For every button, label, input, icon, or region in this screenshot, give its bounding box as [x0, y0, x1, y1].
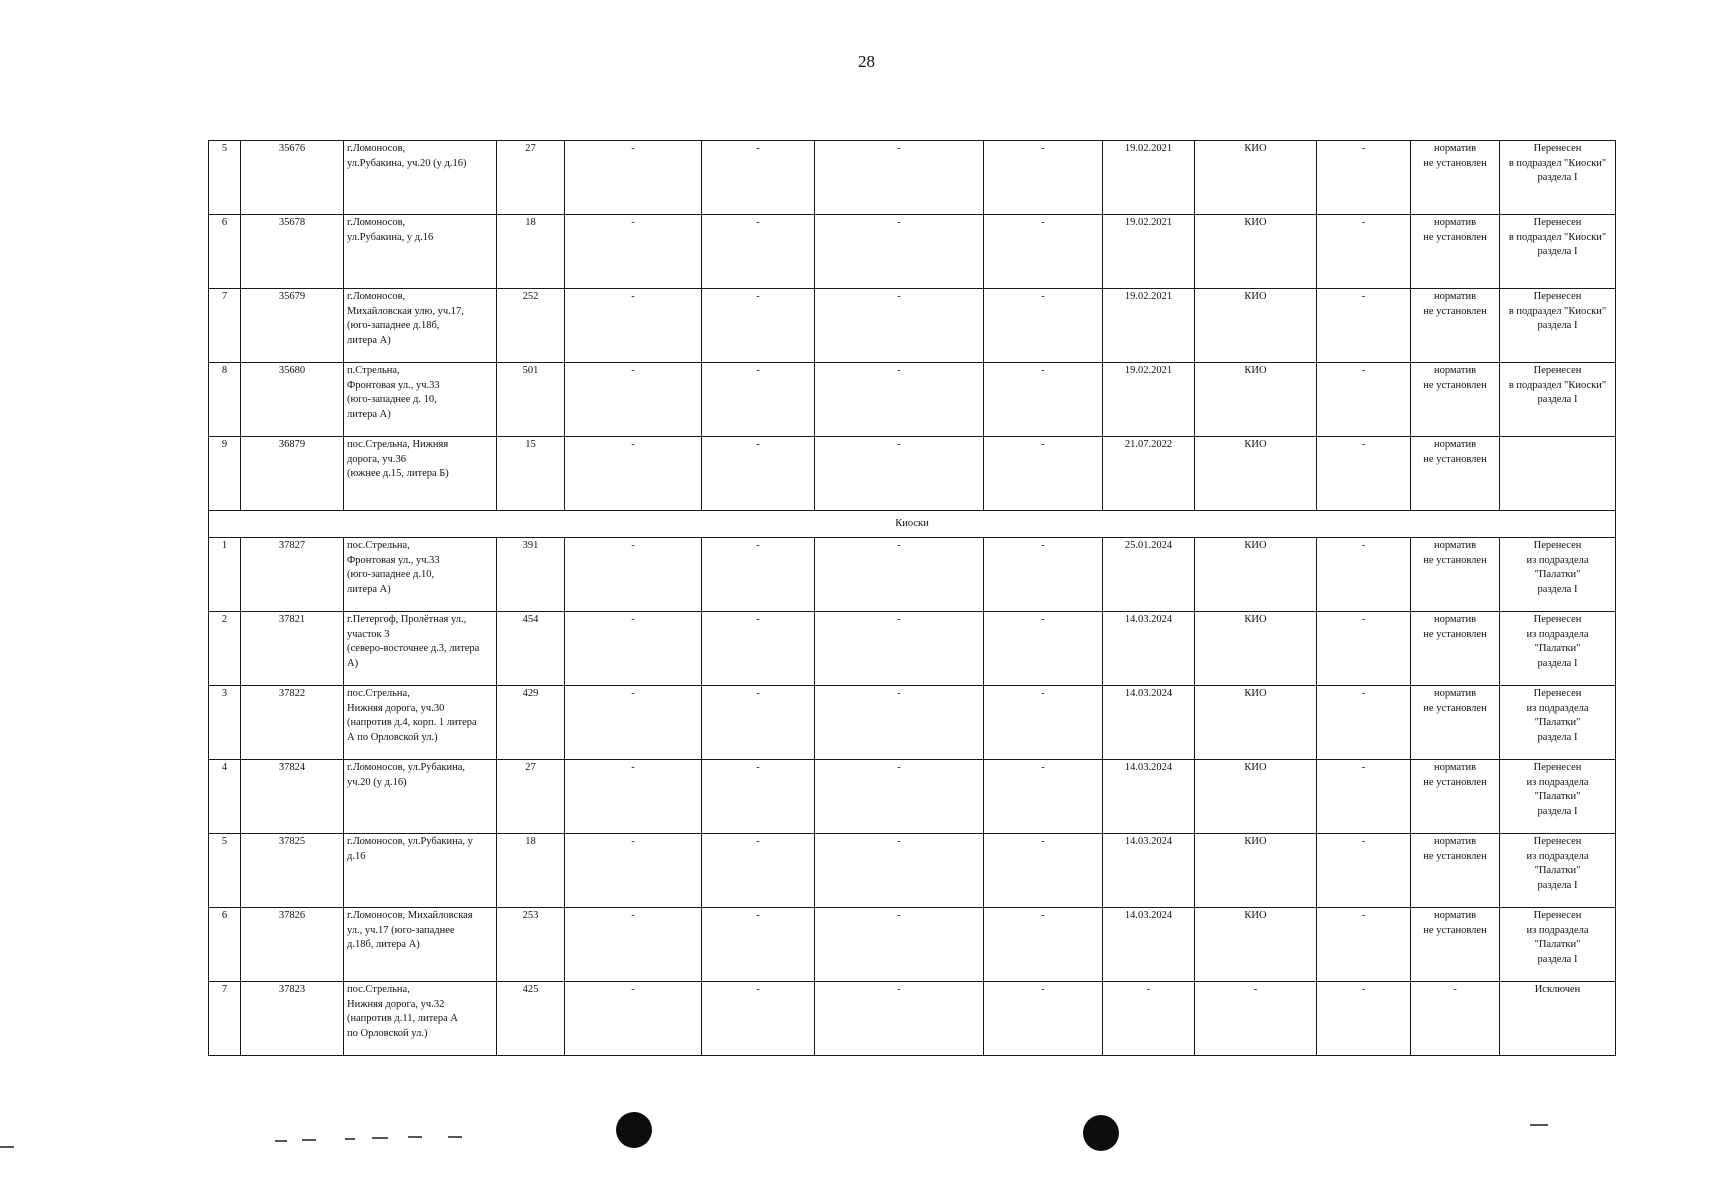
- cell-address: пос.Стрельна, Нижняя дорога, уч.36 (южнее д.15, литера Б): [344, 437, 497, 511]
- cell-c4: -: [984, 538, 1103, 612]
- cell-c4: -: [984, 289, 1103, 363]
- cell-c2: -: [702, 437, 815, 511]
- cell-c1: -: [565, 215, 702, 289]
- cell-c4: -: [984, 686, 1103, 760]
- cell-id: 37824: [241, 760, 344, 834]
- section-label-kiosks: Киоски: [209, 511, 1616, 538]
- cell-c3: -: [815, 538, 984, 612]
- cell-date: 19.02.2021: [1103, 215, 1195, 289]
- table-row: [209, 760, 1616, 834]
- cell-c3: -: [815, 760, 984, 834]
- cell-id: 37823: [241, 982, 344, 1056]
- cell-note: Исключен: [1500, 982, 1616, 1056]
- cell-date: 19.02.2021: [1103, 289, 1195, 363]
- cell-n: 6: [209, 215, 241, 289]
- cell-c2: -: [702, 141, 815, 215]
- rows-before-section: [209, 141, 1616, 511]
- cell-org: КИО: [1195, 363, 1317, 437]
- scan-mark: [0, 1146, 14, 1148]
- cell-n: 8: [209, 363, 241, 437]
- scan-mark: [1530, 1124, 1548, 1126]
- scan-mark: [408, 1136, 422, 1138]
- page-number: 28: [858, 52, 875, 71]
- cell-c3: -: [815, 141, 984, 215]
- cell-note: Перенесен из подраздела "Палатки" раздела I: [1500, 834, 1616, 908]
- cell-id: 37822: [241, 686, 344, 760]
- cell-c3: -: [815, 612, 984, 686]
- cell-n: 1: [209, 538, 241, 612]
- cell-norm: норматив не установлен: [1411, 760, 1500, 834]
- cell-c2: -: [702, 760, 815, 834]
- cell-date: 25.01.2024: [1103, 538, 1195, 612]
- cell-n: 6: [209, 908, 241, 982]
- cell-date: 14.03.2024: [1103, 612, 1195, 686]
- cell-note: Перенесен из подраздела "Палатки" раздела I: [1500, 538, 1616, 612]
- cell-c4: -: [984, 363, 1103, 437]
- cell-c2: -: [702, 289, 815, 363]
- cell-area: 18: [497, 834, 565, 908]
- cell-org: КИО: [1195, 908, 1317, 982]
- cell-c2: -: [702, 834, 815, 908]
- cell-id: 35676: [241, 141, 344, 215]
- cell-area: 27: [497, 760, 565, 834]
- cell-n: 7: [209, 289, 241, 363]
- cell-id: 37821: [241, 612, 344, 686]
- table-row: [209, 363, 1616, 437]
- cell-n: 5: [209, 141, 241, 215]
- cell-c5: -: [1317, 215, 1411, 289]
- cell-id: 35680: [241, 363, 344, 437]
- cell-c2: -: [702, 363, 815, 437]
- cell-area: 27: [497, 141, 565, 215]
- cell-address: г.Ломоносов, ул.Рубакина, у д.16: [344, 215, 497, 289]
- cell-c1: -: [565, 908, 702, 982]
- cell-c5: -: [1317, 437, 1411, 511]
- cell-org: КИО: [1195, 834, 1317, 908]
- cell-note: Перенесен в подраздел "Киоски" раздела I: [1500, 363, 1616, 437]
- cell-id: 37825: [241, 834, 344, 908]
- table-row: [209, 908, 1616, 982]
- table-row: [209, 141, 1616, 215]
- cell-c1: -: [565, 141, 702, 215]
- cell-address: пос.Стрельна, Нижняя дорога, уч.30 (напротив д.4, корп. 1 литера А по Орловской ул.): [344, 686, 497, 760]
- cell-n: 4: [209, 760, 241, 834]
- cell-c5: -: [1317, 538, 1411, 612]
- cell-norm: -: [1411, 982, 1500, 1056]
- cell-note: Перенесен в подраздел "Киоски" раздела I: [1500, 215, 1616, 289]
- cell-n: 9: [209, 437, 241, 511]
- cell-c3: -: [815, 437, 984, 511]
- register-table: [208, 140, 1616, 1056]
- cell-address: г.Ломоносов, Михайловская ул., уч.17 (юго-западнее д.18б, литера А): [344, 908, 497, 982]
- section-header: [209, 511, 1616, 538]
- cell-c2: -: [702, 215, 815, 289]
- cell-address: пос.Стрельна, Фронтовая ул., уч.33 (юго-западнее д.10, литера А): [344, 538, 497, 612]
- cell-c3: -: [815, 834, 984, 908]
- hole-punch-right: [1083, 1115, 1119, 1151]
- cell-address: г.Петергоф, Пролётная ул., участок 3 (северо-восточнее д.3, литера А): [344, 612, 497, 686]
- cell-c3: -: [815, 982, 984, 1056]
- table-row: [209, 437, 1616, 511]
- cell-note: [1500, 437, 1616, 511]
- table-row: [209, 834, 1616, 908]
- cell-c3: -: [815, 215, 984, 289]
- cell-c1: -: [565, 760, 702, 834]
- cell-area: 454: [497, 612, 565, 686]
- cell-address: пос.Стрельна, Нижняя дорога, уч.32 (напротив д.11, литера А по Орловской ул.): [344, 982, 497, 1056]
- cell-note: Перенесен из подраздела "Палатки" раздела I: [1500, 612, 1616, 686]
- cell-c1: -: [565, 612, 702, 686]
- cell-c1: -: [565, 538, 702, 612]
- cell-n: 3: [209, 686, 241, 760]
- cell-norm: норматив не установлен: [1411, 686, 1500, 760]
- scan-mark: [302, 1139, 316, 1141]
- cell-c2: -: [702, 538, 815, 612]
- cell-c5: -: [1317, 686, 1411, 760]
- cell-c4: -: [984, 141, 1103, 215]
- cell-c4: -: [984, 215, 1103, 289]
- scan-mark: [275, 1140, 287, 1142]
- cell-c4: -: [984, 437, 1103, 511]
- cell-date: 14.03.2024: [1103, 760, 1195, 834]
- cell-org: КИО: [1195, 612, 1317, 686]
- cell-c3: -: [815, 363, 984, 437]
- cell-date: 21.07.2022: [1103, 437, 1195, 511]
- cell-c5: -: [1317, 834, 1411, 908]
- cell-org: КИО: [1195, 538, 1317, 612]
- cell-area: 501: [497, 363, 565, 437]
- cell-area: 252: [497, 289, 565, 363]
- cell-c5: -: [1317, 289, 1411, 363]
- cell-note: Перенесен из подраздела "Палатки" раздела I: [1500, 760, 1616, 834]
- cell-norm: норматив не установлен: [1411, 141, 1500, 215]
- cell-org: -: [1195, 982, 1317, 1056]
- cell-norm: норматив не установлен: [1411, 437, 1500, 511]
- cell-id: 36879: [241, 437, 344, 511]
- cell-n: 7: [209, 982, 241, 1056]
- table-row: [209, 538, 1616, 612]
- cell-date: 14.03.2024: [1103, 908, 1195, 982]
- cell-c1: -: [565, 834, 702, 908]
- hole-punch-left: [616, 1112, 652, 1148]
- cell-address: п.Стрельна, Фронтовая ул., уч.33 (юго-западнее д. 10, литера А): [344, 363, 497, 437]
- cell-id: 37826: [241, 908, 344, 982]
- cell-norm: норматив не установлен: [1411, 289, 1500, 363]
- cell-area: 15: [497, 437, 565, 511]
- cell-c3: -: [815, 289, 984, 363]
- cell-c5: -: [1317, 982, 1411, 1056]
- cell-c4: -: [984, 982, 1103, 1056]
- cell-area: 18: [497, 215, 565, 289]
- cell-org: КИО: [1195, 760, 1317, 834]
- cell-c4: -: [984, 760, 1103, 834]
- table-row: [209, 982, 1616, 1056]
- table-row: [209, 612, 1616, 686]
- cell-date: -: [1103, 982, 1195, 1056]
- table-row: [209, 215, 1616, 289]
- cell-c5: -: [1317, 363, 1411, 437]
- cell-org: КИО: [1195, 289, 1317, 363]
- cell-org: КИО: [1195, 215, 1317, 289]
- cell-c2: -: [702, 982, 815, 1056]
- cell-c2: -: [702, 908, 815, 982]
- cell-area: 253: [497, 908, 565, 982]
- cell-date: 14.03.2024: [1103, 686, 1195, 760]
- cell-c1: -: [565, 289, 702, 363]
- cell-n: 2: [209, 612, 241, 686]
- cell-c1: -: [565, 437, 702, 511]
- cell-c2: -: [702, 686, 815, 760]
- cell-area: 391: [497, 538, 565, 612]
- cell-org: КИО: [1195, 686, 1317, 760]
- cell-c3: -: [815, 908, 984, 982]
- cell-c4: -: [984, 834, 1103, 908]
- cell-c1: -: [565, 363, 702, 437]
- cell-area: 429: [497, 686, 565, 760]
- cell-note: Перенесен в подраздел "Киоски" раздела I: [1500, 141, 1616, 215]
- rows-after-section: [209, 538, 1616, 1056]
- cell-norm: норматив не установлен: [1411, 538, 1500, 612]
- cell-area: 425: [497, 982, 565, 1056]
- cell-c2: -: [702, 612, 815, 686]
- cell-norm: норматив не установлен: [1411, 908, 1500, 982]
- cell-date: 19.02.2021: [1103, 363, 1195, 437]
- cell-c1: -: [565, 982, 702, 1056]
- cell-id: 35679: [241, 289, 344, 363]
- cell-c5: -: [1317, 612, 1411, 686]
- cell-c5: -: [1317, 141, 1411, 215]
- cell-c4: -: [984, 908, 1103, 982]
- cell-org: КИО: [1195, 437, 1317, 511]
- cell-c3: -: [815, 686, 984, 760]
- cell-org: КИО: [1195, 141, 1317, 215]
- cell-n: 5: [209, 834, 241, 908]
- cell-norm: норматив не установлен: [1411, 834, 1500, 908]
- scan-mark: [345, 1138, 355, 1140]
- table-row: [209, 289, 1616, 363]
- scan-mark: [448, 1136, 462, 1138]
- cell-norm: норматив не установлен: [1411, 215, 1500, 289]
- cell-norm: норматив не установлен: [1411, 612, 1500, 686]
- cell-note: Перенесен в подраздел "Киоски" раздела I: [1500, 289, 1616, 363]
- cell-date: 19.02.2021: [1103, 141, 1195, 215]
- cell-norm: норматив не установлен: [1411, 363, 1500, 437]
- cell-c1: -: [565, 686, 702, 760]
- table-row: [209, 686, 1616, 760]
- cell-address: г.Ломоносов, Михайловская улю, уч.17, (юго-западнее д.18б, литера А): [344, 289, 497, 363]
- cell-address: г.Ломоносов, ул.Рубакина, у д.16: [344, 834, 497, 908]
- cell-id: 35678: [241, 215, 344, 289]
- cell-note: Перенесен из подраздела "Палатки" раздела I: [1500, 908, 1616, 982]
- cell-note: Перенесен из подраздела "Палатки" раздела I: [1500, 686, 1616, 760]
- cell-c5: -: [1317, 760, 1411, 834]
- cell-address: г.Ломоносов, ул.Рубакина, уч.20 (у д.16): [344, 760, 497, 834]
- cell-address: г.Ломоносов, ул.Рубакина, уч.20 (у д.16): [344, 141, 497, 215]
- scan-mark: [372, 1137, 388, 1139]
- cell-c5: -: [1317, 908, 1411, 982]
- cell-c4: -: [984, 612, 1103, 686]
- cell-date: 14.03.2024: [1103, 834, 1195, 908]
- cell-id: 37827: [241, 538, 344, 612]
